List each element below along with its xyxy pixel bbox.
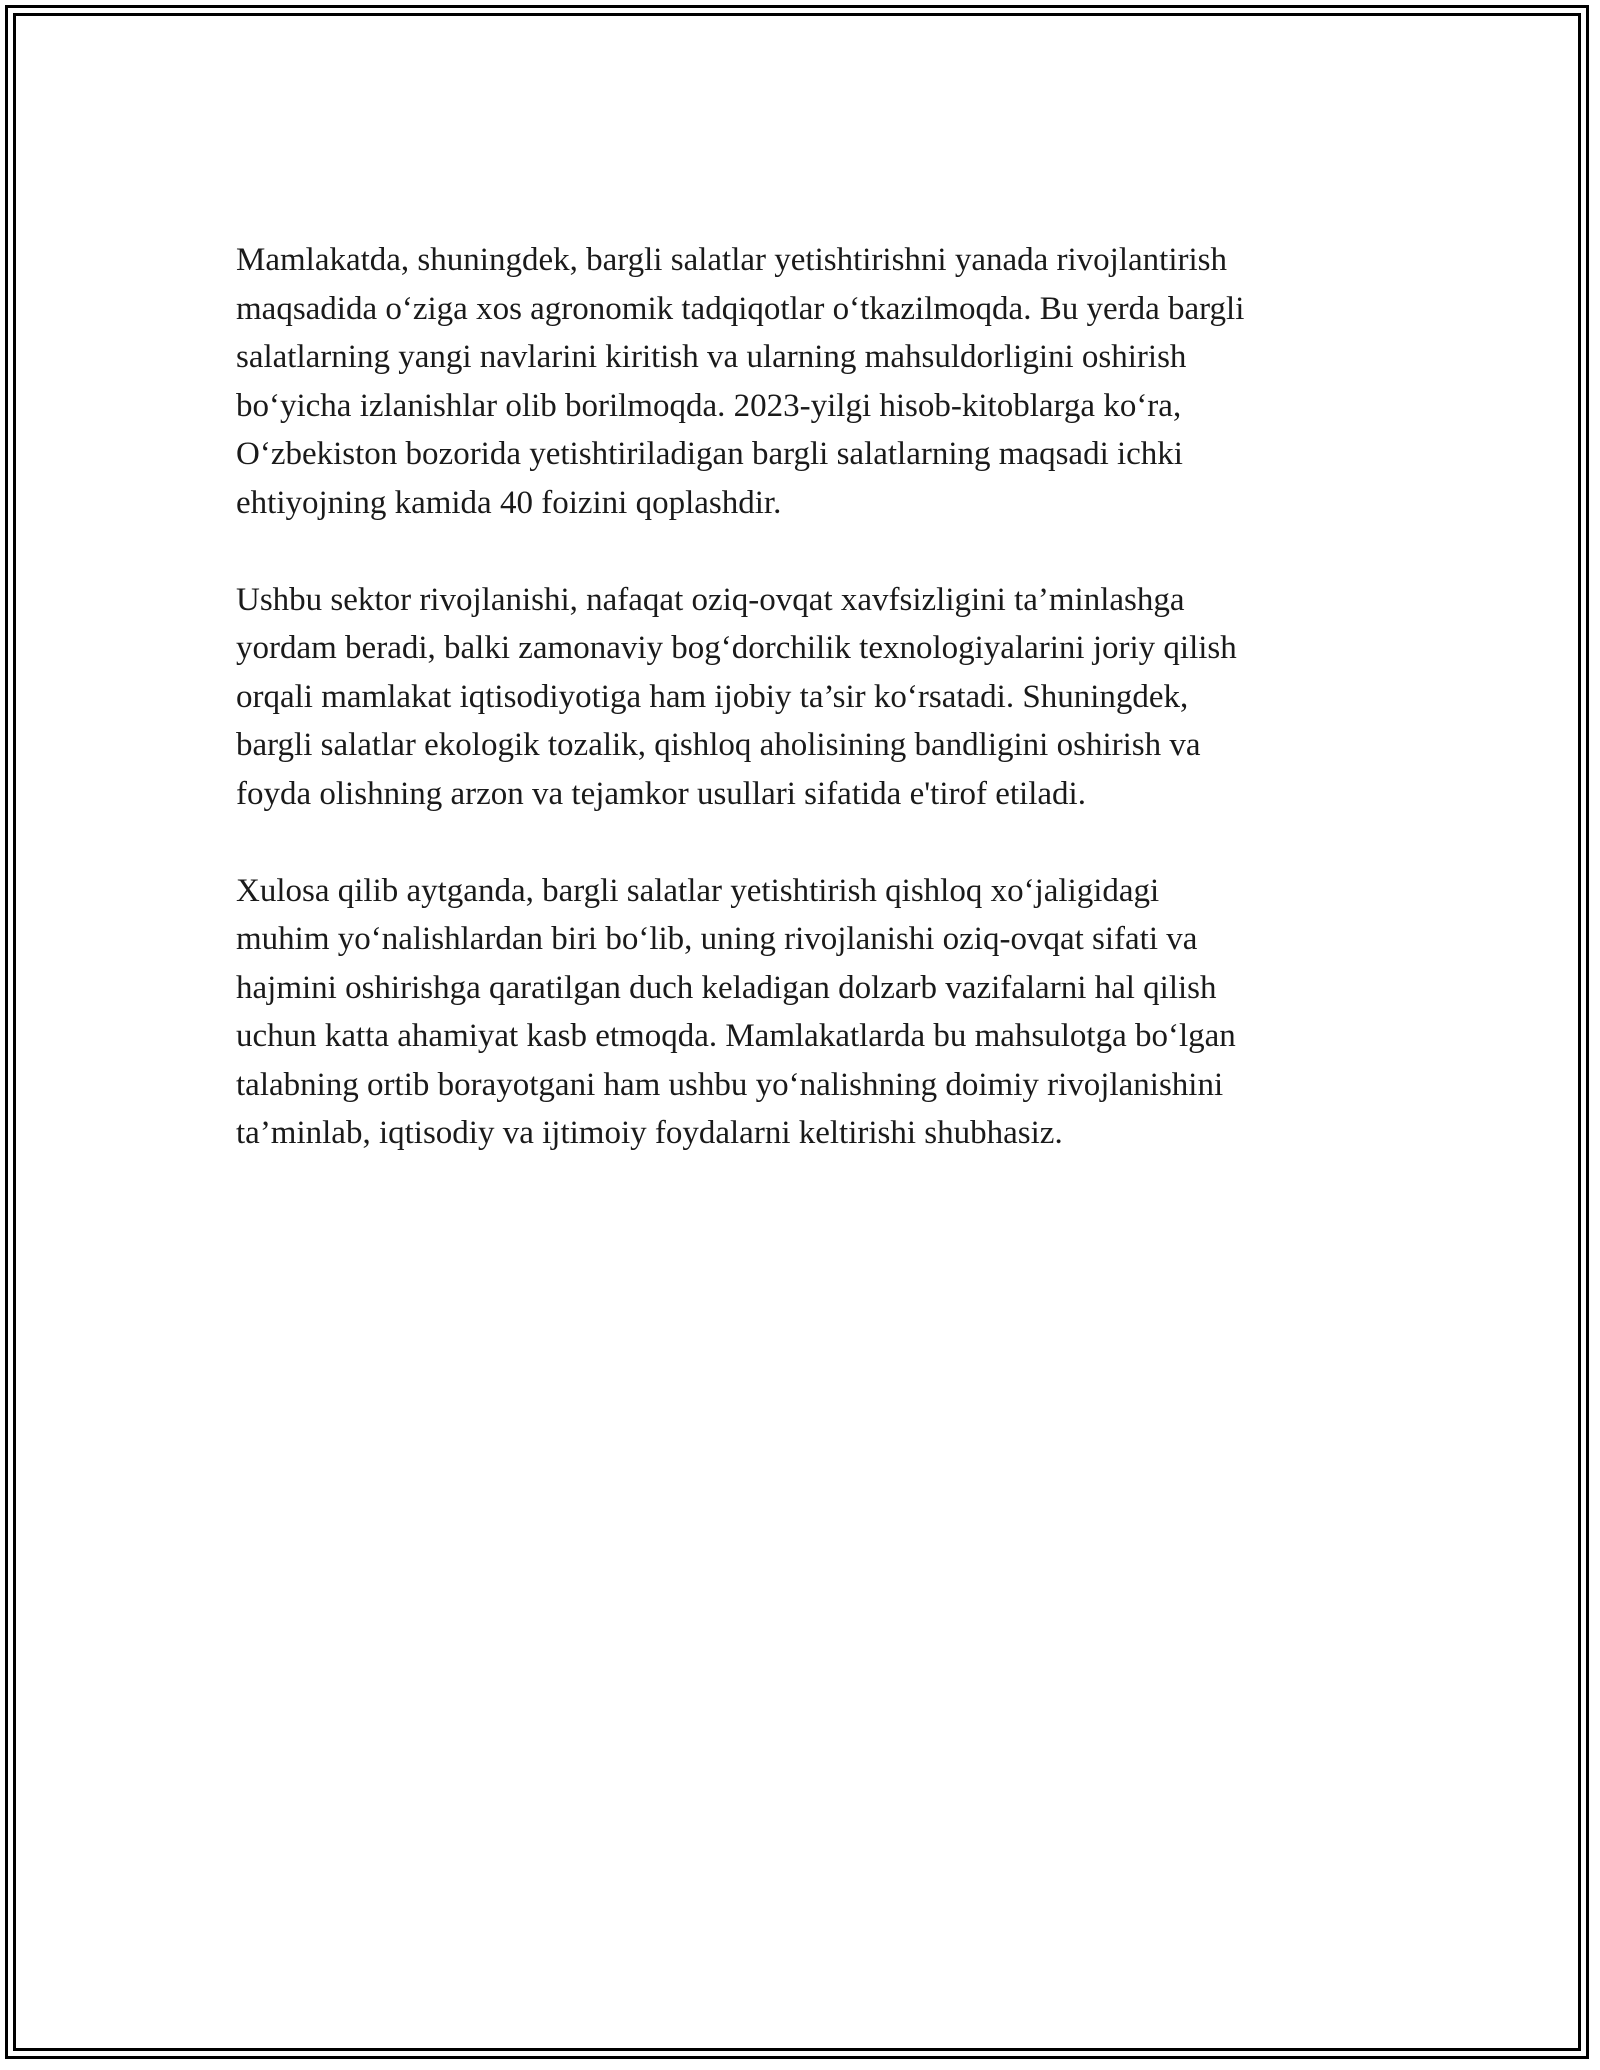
document-body [236, 236, 1386, 1206]
paragraph-2: Ushbu sektor rivojlanishi, nafaqat oziq-ovqat xavfsizligini ta’minlashga yordam beradi, balki zamonaviy bog‘dorchilik texnologiyalarini joriy qilish orqali mamlakat iqtisodiyotiga ham ijobiy ta’sir ko‘rsatadi. Shuningdek, bargli salatlar ekologik tozalik, qishloq aholisining bandligini oshirish va foyda olishning arzon va tejamkor usullari sifatida e'tirof etiladi. [236, 581, 1237, 812]
paragraph-3: Xulosa qilib aytganda, bargli salatlar yetishtirish qishloq xo‘jaligidagi muhim yo‘nalishlardan biri bo‘lib, uning rivojlanishi oziq-ovqat sifati va hajmini oshirishga qaratilgan duch keladigan dolzarb vazifalarni hal qilish uchun katta ahamiyat kasb etmoqda. Mamlakatlarda bu mahsulotga bo‘lgan talabning ortib borayotgani ham ushbu yo‘nalishning doimiy rivojlanishini ta’minlab, iqtisodiy va ijtimoiy foydalarni keltirishi shubhasiz. [236, 872, 1236, 1151]
paragraph-1: Mamlakatda, shuningdek, bargli salatlar yetishtirishni yanada rivojlantirish maqsadida o‘ziga xos agronomik tadqiqotlar o‘tkazilmoqda. Bu yerda bargli salatlarning yangi navlarini kiritish va ularning mahsuldorligini oshirish bo‘yicha izlanishlar olib borilmoqda. 2023-yilgi hisob-kitoblarga ko‘ra, O‘zbekiston bozorida yetishtiriladigan bargli salatlarning maqsadi ichki ehtiyojning kamida 40 foizini qoplashdir. [236, 242, 1245, 521]
